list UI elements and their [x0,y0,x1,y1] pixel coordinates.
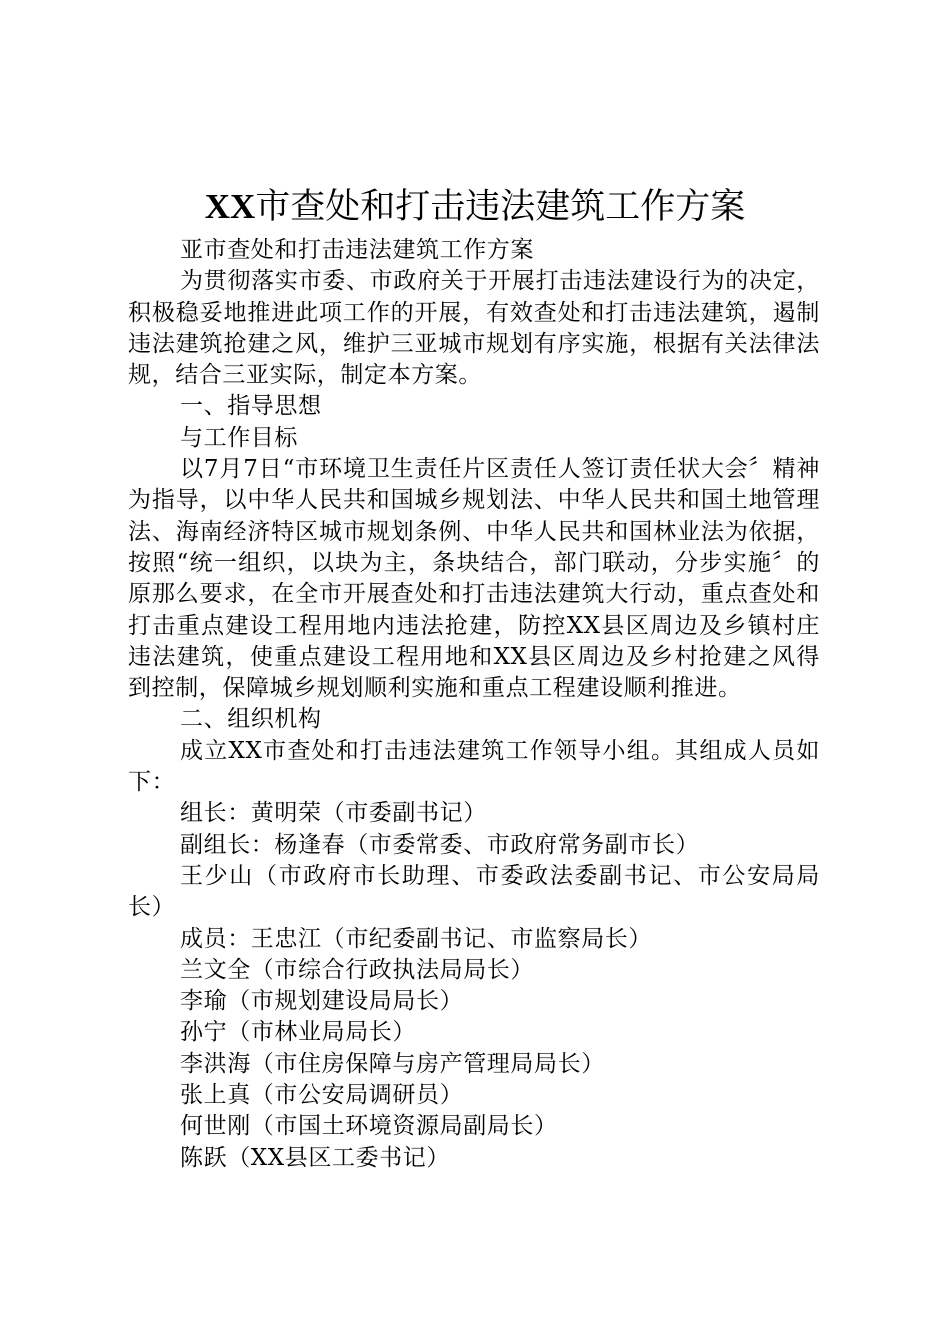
member-list-item: 李瑜（市规划建设局局长） [180,988,464,1015]
document-title [0,183,950,231]
section-heading-guiding-thought: 一、指导思想 [180,393,322,420]
document-body [128,235,820,1174]
member-list-item: 兰文全（市综合行政执法局局长） [180,956,534,983]
section-heading-work-goal: 与工作目标 [180,424,298,451]
member-list-item: 陈跃（XX县区工委书记） [180,1144,450,1171]
document-title-text: 市查处和打击违法建筑工作方案 [255,187,746,227]
intro-paragraph: 为贯彻落实市委、市政府关于开展打击违法建设行为的决定，积极稳妥地推进此项工作的开展，有效查处和打击违法建筑，遏制违法建筑抢建之风，维护三亚城市规划有序实施，根据有关法律法规，结合三亚实际，制定本方案。 [128,268,820,389]
section-heading-organization: 二、组织机构 [180,706,322,733]
member-leader: 组长：黄明荣（市委副书记） [180,800,487,827]
document-title-prefix: XX [204,187,256,226]
member-deputy-leader-2: 王少山（市政府市长助理、市委政法委副书记、市公安局局长） [128,862,820,921]
member-list-item: 何世刚（市国土环境资源局副局长） [180,1113,558,1140]
subtitle-paragraph: 亚市查处和打击违法建筑工作方案 [180,237,534,263]
member-deputy-leader-1: 副组长：杨逢春（市委常委、市政府常务副市长） [180,831,700,858]
organization-paragraph: 成立XX市查处和打击违法建筑工作领导小组。其组成人员如下： [128,737,820,796]
guidance-paragraph: 以7月7日“市环境卫生责任片区责任人签订责任状大会〞精神为指导，以中华人民共和国城乡规划法、中华人民共和国土地管理法、海南经济特区城市规划条例、中华人民共和国林业法为依据，按照“统一组织，以块为主，条块结合，部门联动，分步实施〞的原那么要求，在全市开展查处和打击违法建筑大行动，重点查处和打击重点建设工程用地内违法抢建，防控XX县区周边及乡镇村庄违法建筑，使重点建设工程用地和XX县区周边及乡村抢建之风得到控制，保障城乡规划顺利实施和重点工程建设顺利推进。 [128,456,820,702]
member-list-item: 成员：王忠江（市纪委副书记、市监察局长） [180,925,652,952]
member-list-item: 李洪海（市住房保障与房产管理局局长） [180,1050,605,1077]
member-list-item: 孙宁（市林业局局长） [180,1019,416,1046]
member-list-item: 张上真（市公安局调研员） [180,1082,464,1109]
